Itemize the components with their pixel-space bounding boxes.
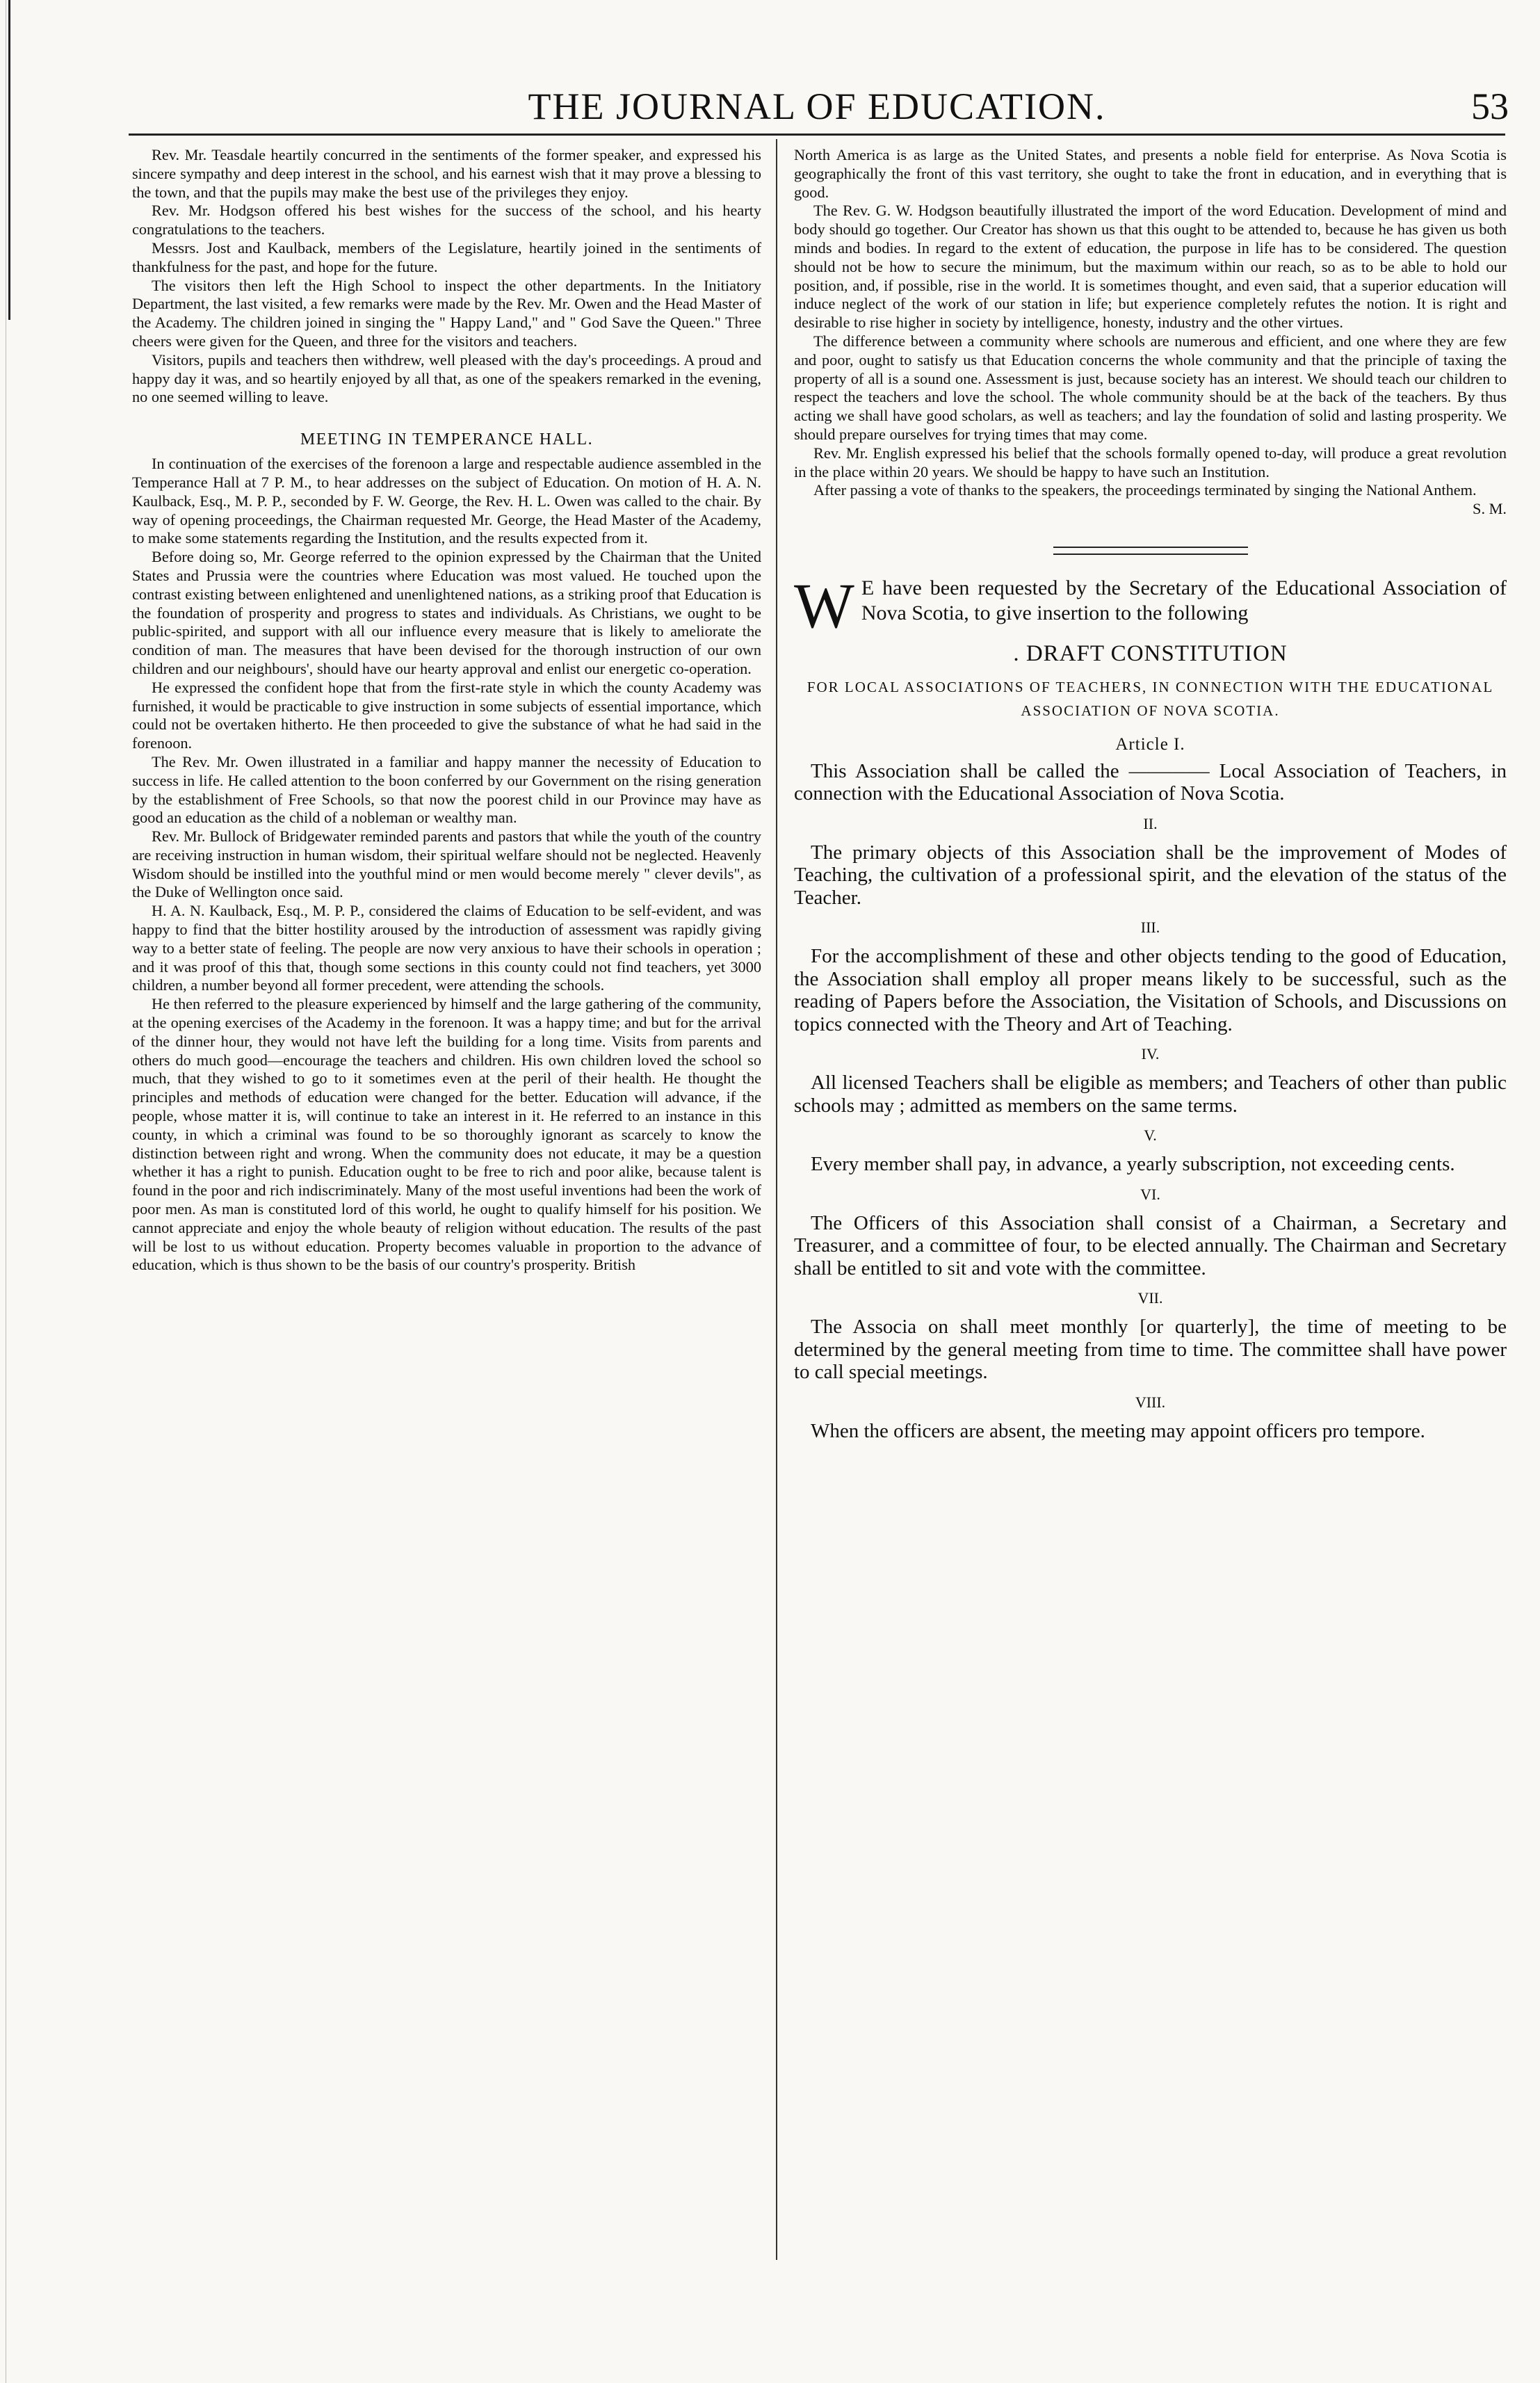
paragraph: The difference between a community where schools are numerous and efficient, and one where they are few and poor, ought to satisfy us that Education concerns the whole community and that the principle of taxing the property of all is a sound one. Assessment is just, because society has an interest. We should teach our children to respect the teachers and love the school. The whole community should be at the back of the teachers. By thus acting we shall have good scholars, as well as teachers; and lay the foundation of solid and lasting prosperity. We should prepare ourselves for trying times that may come.	[794, 332, 1507, 443]
constitution-subtitle: FOR LOCAL ASSOCIATIONS OF TEACHERS, IN CONNECTION WITH THE EDUCATIONAL ASSOCIATION OF NOVA SCOTIA.	[807, 678, 1494, 719]
intro-paragraph	[794, 570, 1507, 641]
drop-cap: W	[794, 570, 854, 641]
paragraph: Rev. Mr. Hodgson offered his best wishes for the success of the school, and his hearty congratulations to the teachers.	[132, 202, 761, 239]
paragraph: The visitors then left the High School to inspect the other departments. In the Initiatory Department, the last visited, a few remarks were made by the Rev. Mr. Owen and the Head Master of the Academy. The children joined in singing the " Happy Land," and " God Save the Queen." Three cheers were given for the Queen, and three for the visitors and teachers.	[132, 276, 761, 350]
paragraph: In continuation of the exercises of the forenoon a large and respectable audience assembled in the Temperance Hall at 7 P. M., to hear addresses on the subject of Education. On motion of H. A. N. Kaulback, Esq., M. P. P., seconded by F. W. George, the Rev. H. L. Owen was called to the chair. By way of opening proceedings, the Chairman requested Mr. George, the Head Master of the Academy, to make some statements regarding the Institution, and the results expected from it.	[132, 455, 761, 547]
paragraph: Rev. Mr. Teasdale heartily concurred in the sentiments of the former speaker, and expressed his sincere sympathy and deep interest in the school, and his earnest wish that it may prove a blessing to the town, and that the pupils may make the best use of the privileges they enjoy.	[132, 146, 761, 201]
article-text: For the accomplishment of these and other objects tending to the good of Education, the Association shall employ all proper means likely to be successful, such as the reading of Papers before the Association, the Visitation of Schools, and Discussions on topics connected with the Theory and Art of Teaching.	[794, 945, 1507, 1035]
closing-paragraph	[794, 481, 1507, 519]
closing-text: After passing a vote of thanks to the speakers, the proceedings terminated by singing the National Anthem.	[813, 481, 1477, 499]
article-list	[794, 760, 1507, 1443]
article-number: IV.	[1141, 1045, 1160, 1063]
header-rule	[129, 134, 1505, 136]
journal-title: THE JOURNAL OF EDUCATION.	[528, 86, 1106, 127]
article-number: III.	[1140, 919, 1160, 937]
article-heading: Article I.	[1115, 734, 1185, 754]
paragraph: The Rev. Mr. Owen illustrated in a familiar and happy manner the necessity of Education to success in life. He called attention to the boon conferred by our Government on the rising generation by the establishment of Free Schools, so that now the poorest child in our Province may have as good an education as the child of a nobleman or wealthy man.	[132, 752, 761, 827]
article-number: VII.	[1137, 1289, 1163, 1307]
right-column	[794, 146, 1507, 1442]
paragraph: The Rev. G. W. Hodgson beautifully illustrated the import of the word Education. Development of mind and body should go together. Our Creator has shown us that this ought to be attended to, because he has given us both minds and bodies. In regard to the extent of education, the purpose in life has to be considered. The question should not be how to secure the minimum, but the maximum within our reach, so as to be able to hold our position, and, if possible, rise in the world. It is sometimes thought, and even said, that a superior education will induce neglect of the work of our station in life; but experience completely refutes the notion. It is right and desirable to rise higher in society by intelligence, honesty, industry and the other virtues.	[794, 202, 1507, 332]
article-number: V.	[1144, 1126, 1157, 1145]
paragraph: North America is as large as the United States, and presents a noble field for enterprise. As Nova Scotia is geographically the front of this vast territory, she ought to take the front in education, and in everything that is good.	[794, 146, 1507, 201]
article-number: VI.	[1140, 1185, 1160, 1203]
page-header	[125, 82, 1509, 131]
signature: S. M.	[1473, 500, 1507, 518]
paragraph: Visitors, pupils and teachers then withdrew, well pleased with the day's proceedings. A proud and happy day it was, and so heartily enjoyed by all that, as one of the speakers remarked in the evening, no one seemed willing to leave.	[132, 350, 761, 406]
article-text: Every member shall pay, in advance, a yearly subscription, not exceeding cents.	[811, 1153, 1455, 1176]
article-text: This Association shall be called the ———— Local Association of Teachers, in connection with the Educational Association of Nova Scotia.	[794, 759, 1507, 805]
paragraph: Rev. Mr. English expressed his belief that the schools formally opened to-day, will produce a great revolution in the place within 20 years. We should be happy to have such an Institution.	[794, 444, 1507, 480]
left-column	[132, 146, 761, 1275]
paragraph: He expressed the confident hope that from the first-rate style in which the county Academy was furnished, it would be practicable to give instruction in some subjects of essential importance, which could not be overtaken hitherto. He then proceeded to give the substance of what he had said in the forenoon.	[132, 678, 761, 752]
article-text: The Officers of this Association shall consist of a Chairman, a Secretary and Treasurer, and a committee of four, to be elected annually. The Chairman and Secretary shall be entitled to sit and vote with the committee.	[794, 1211, 1507, 1279]
page-number: 53	[1471, 86, 1509, 127]
page-edge-mark	[8, 0, 10, 320]
section-heading: MEETING IN TEMPERANCE HALL.	[300, 430, 594, 449]
paragraph: H. A. N. Kaulback, Esq., M. P. P., considered the claims of Education to be self-evident, and was happy to find that the bitter hostility aroused by the introduction of assessment was rapidly giving way to a better state of feeling. The people are now very anxious to have their schools in operation ; and it was proof of this that, though some sections in this county could not find teachers, yet 3000 children, a number beyond all former precedent, were attending the schools.	[132, 902, 761, 994]
article-text: The Associa on shall meet monthly [or quarterly], the time of meeting to be determined by the general meeting from time to time. The committee shall have power to call special meetings.	[794, 1316, 1507, 1384]
paragraph: Before doing so, Mr. George referred to the opinion expressed by the Chairman that the United States and Prussia were the countries where Education was most valued. He touched upon the contrast existing between enlightened and unenlightened nations, as a striking proof that Education is the foundation of prosperity and progress to states and individuals. As Christians, we ought to be public-spirited, and support with all our influence every measure that is likely to ameliorate the condition of man. The measures that have been devised for the thorough instruction of our own children and our neighbours', should have our hearty approval and enlist our energetic co-operation.	[132, 548, 761, 677]
paragraph: Rev. Mr. Bullock of Bridgewater reminded parents and pastors that while the youth of the country are receiving instruction in human wisdom, their spiritual welfare should not be neglected. Heavenly Wisdom should be instilled into the youthful mind or men would become merely " clever devils", as the Duke of Wellington once said.	[132, 827, 761, 901]
intro-text: E have been requested by the Secretary of the Educational Association of Nova Scotia, to give insertion to the following	[861, 576, 1507, 624]
paragraph: He then referred to the pleasure experienced by himself and the large gathering of the community, at the opening exercises of the Academy in the forenoon. It was a happy time; and but for the arrival of the dinner hour, they would not have left the building for a long time. Visits from parents and others do much good—encourage the teachers and children. His own children loved the school so much, that they wished to go to it sometimes even at the peril of their health. He thought the principles and methods of education were changed for the better. Education will advance, if the people, whose matter it is, will continue to take an interest in it. He referred to an instance in this county, in which a criminal was found to be so thoroughly ignorant as scarcely to know the distinction between right and wrong. When the community does not educate, it may be a question whether it has a right to punish. Education ought to be free to rich and poor alike, because talent is found in the poor and rich indiscriminately. Many of the most useful inventions had been the work of poor men. As man is constituted lord of this world, he ought to qualify himself for his position. We cannot appreciate and enjoy the whole beauty of religion without education. The results of the past will be lost to us without education. Property becomes valuable in proportion to the advance of education, which is thus shown to be the basis of our country's prosperity. British	[132, 995, 761, 1274]
article-number: II.	[1143, 814, 1158, 832]
constitution-title: . DRAFT CONSTITUTION	[1013, 640, 1288, 666]
article-number: VIII.	[1135, 1393, 1166, 1411]
column-divider	[776, 139, 777, 2260]
section-divider	[1053, 547, 1248, 555]
paragraph: Messrs. Jost and Kaulback, members of the Legislature, heartily joined in the sentiments of thankfulness for the past, and hope for the future.	[132, 239, 761, 275]
article-text: The primary objects of this Association shall be the improvement of Modes of Teaching, the cultivation of a professional spirit, and the elevation of the status of the Teacher.	[794, 841, 1507, 909]
article-text: All licensed Teachers shall be eligible as members; and Teachers of other than public schools may ; admitted as members on the same terms.	[794, 1072, 1507, 1117]
article-text: When the officers are absent, the meeting may appoint officers pro tempore.	[811, 1419, 1425, 1442]
